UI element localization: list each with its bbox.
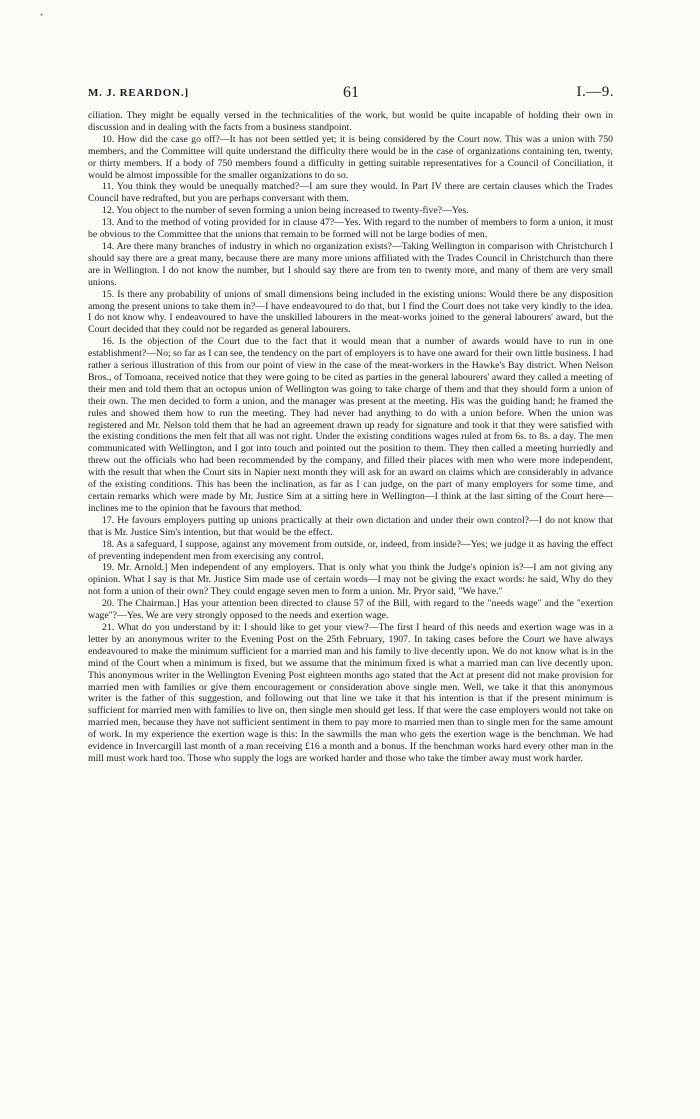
- paragraph: ciliation. They might be equally versed in the technicalities of the work, but would be quite incapable of holding their own in discussion and in dealing with the facts from a business standpoint.: [88, 110, 613, 133]
- paragraph: 21. What do you understand by it: I should like to get your view?—The first I heard of this needs and exertion wage was in a letter by an anonymous writer to the Evening Post on the 25th February, 1907. In taking cases before the Court we have always endeavoured to make the minimum sufficient for a married man and his family to live decently upon. We do not know what is in the mind of the Court when a minimum is fixed, but we assume that the minimum fixed is what a married man can live decently upon. This anonymous writer in the Wellington Evening Post eighteen months ago stated that the Act at present did not make provision for married men with families or give them encouragement or consideration above single men. Well, we take it that this anonymous writer is the father of this suggestion, and following out that line we take it that his intention is that if the present minimum is sufficient for married men with families to live on, then single men should get less. If that were the case employers would not take on married men, because they have not sufficient sentiment in them to pay more to married men than to single men for the same amount of work. In my experience the exertion wage is this: In the sawmills the man who gets the exertion wage is the benchman. We had evidence in Invercargill last month of a man receiving £16 a month and a bonus. If the benchman works hard every other man in the mill must work hard too. Those who supply the logs are worked harder and those who take the timber away must work harder.: [88, 621, 613, 764]
- paragraph: 12. You object to the number of seven forming a union being increased to twenty-five?—Yes.: [102, 205, 469, 217]
- paragraph: 18. As a safeguard, I suppose, against any movement from outside, or, indeed, from inside?—Yes; we judge it as having the effect of preventing independent men from exercising any control.: [88, 538, 613, 562]
- paragraph: 14. Are there many branches of industry in which no organization exists?—Taking Wellington in comparison with Christchurch I should say there are a great many, because there are many more unions affiliated with the Trades Council in Christchurch than there are in Wellington. I do not know the number, but I should say there are from ten to twenty more, and many of them are very small unions.: [88, 240, 613, 288]
- paragraph: 16. Is the objection of the Court due to the fact that it would mean that a number of awards would have to run in one establishment?—No; so far as I can see, the tendency on the part of employers is to have one award for their own little business. I had rather a serious illustration of this from our point of view in the case of the meat-workers in the Hawke's Bay district. When Nelson Bros., of Tomoana, received notice that they were going to be cited as parties in the general labourers' award they called a meeting of their men and told them that an octopus union of Wellington was going to take charge of them and that they should form a union of their own. The men decided to form a union, and the manager was present at the meeting. His was the guiding hand; he framed the rules and showed them how to run the meeting. They had never had anything to do with a union before. When the union was registered and Mr. Nelson told them that he had an agreement drawn up ready for signature and took it that they were satisfied with the existing conditions the men felt that all was not right. Under the existing conditions wages ruled at from 6s. to 8s. a day. The men communicated with Wellington, and I got into touch and pointed out the position to them. They then called a meeting hurriedly and threw out the officials who had been recommended by the company, and filled their places with men who were more independent, with the result that when the Court sits in Napier next month they will ask for an award on claims which are considerably in advance of the existing conditions. This has been the inclination, as far as I can judge, on the part of many employers for some time, and certain remarks which were made by Mr. Justice Sim at a sitting here in Wellington—I think at the last sitting of the Court here—inclines me to the opinion that he favours that method.: [88, 336, 613, 514]
- page-header: [88, 84, 614, 104]
- scan-speck: •: [40, 10, 44, 20]
- body-text: [88, 110, 613, 765]
- paragraph: 20. The Chairman.] Has your attention been directed to clause 57 of the Bill, with regard to the "needs wage" and the "exertion wage"?—Yes. We are very strongly opposed to the needs and exertion wage.: [88, 598, 613, 622]
- witness-name: M. J. REARDON.]: [88, 87, 189, 99]
- paragraph: 15. Is there any probability of unions of small dimensions being included in the existing unions: Would there be any disposition among the present unions to take them in?—I have endeavoured to do that, but I find the Court does not take very kindly to the idea. I do not know why. I endeavoured to have the unskilled labourers in the meat-works joined to the general labourers' award, but the Court decided that they could not be regarded as general labourers.: [88, 288, 613, 336]
- paragraph: 17. He favours employers putting up unions practically at their own dictation and under their own control?—I do not know that that is Mr. Justice Sim's intention, but that would be the effect.: [88, 514, 613, 538]
- paragraph: 13. And to the method of voting provided for in clause 47?—Yes. With regard to the number of members to form a union, it must be obvious to the Committee that the unions that remain to be formed will not be large bodies of men.: [88, 217, 613, 241]
- paragraph: 10. How did the case go off?—It has not been settled yet; it is being considered by the Court now. This was a union with 750 members, and the Committee will quite understand the difficulty there would be in the case of organizations containing ten, twenty, or thirty members. If a body of 750 members found a difficulty in getting suitable representatives for a Council of Conciliation, it would be almost impossible for the smaller organizations to do so.: [88, 133, 613, 181]
- page-number: 61: [343, 84, 359, 101]
- paragraph: 11. You think they would be unequally matched?—I am sure they would. In Part IV there are certain clauses which the Trades Council have redrafted, but you are perhaps conversant with them.: [88, 181, 613, 205]
- paper-reference: I.—9.: [576, 84, 614, 100]
- paragraph: 19. Mr. Arnold.] Men independent of any employers. That is only what you think the Judge's opinion is?—I am not giving any opinion. What I say is that Mr. Justice Sim made use of certain words—I may not be giving the exact words: he said, Why do they not form a union of their own? They could engage seven men to form a union. Mr. Pryor said, "We have.": [88, 562, 613, 598]
